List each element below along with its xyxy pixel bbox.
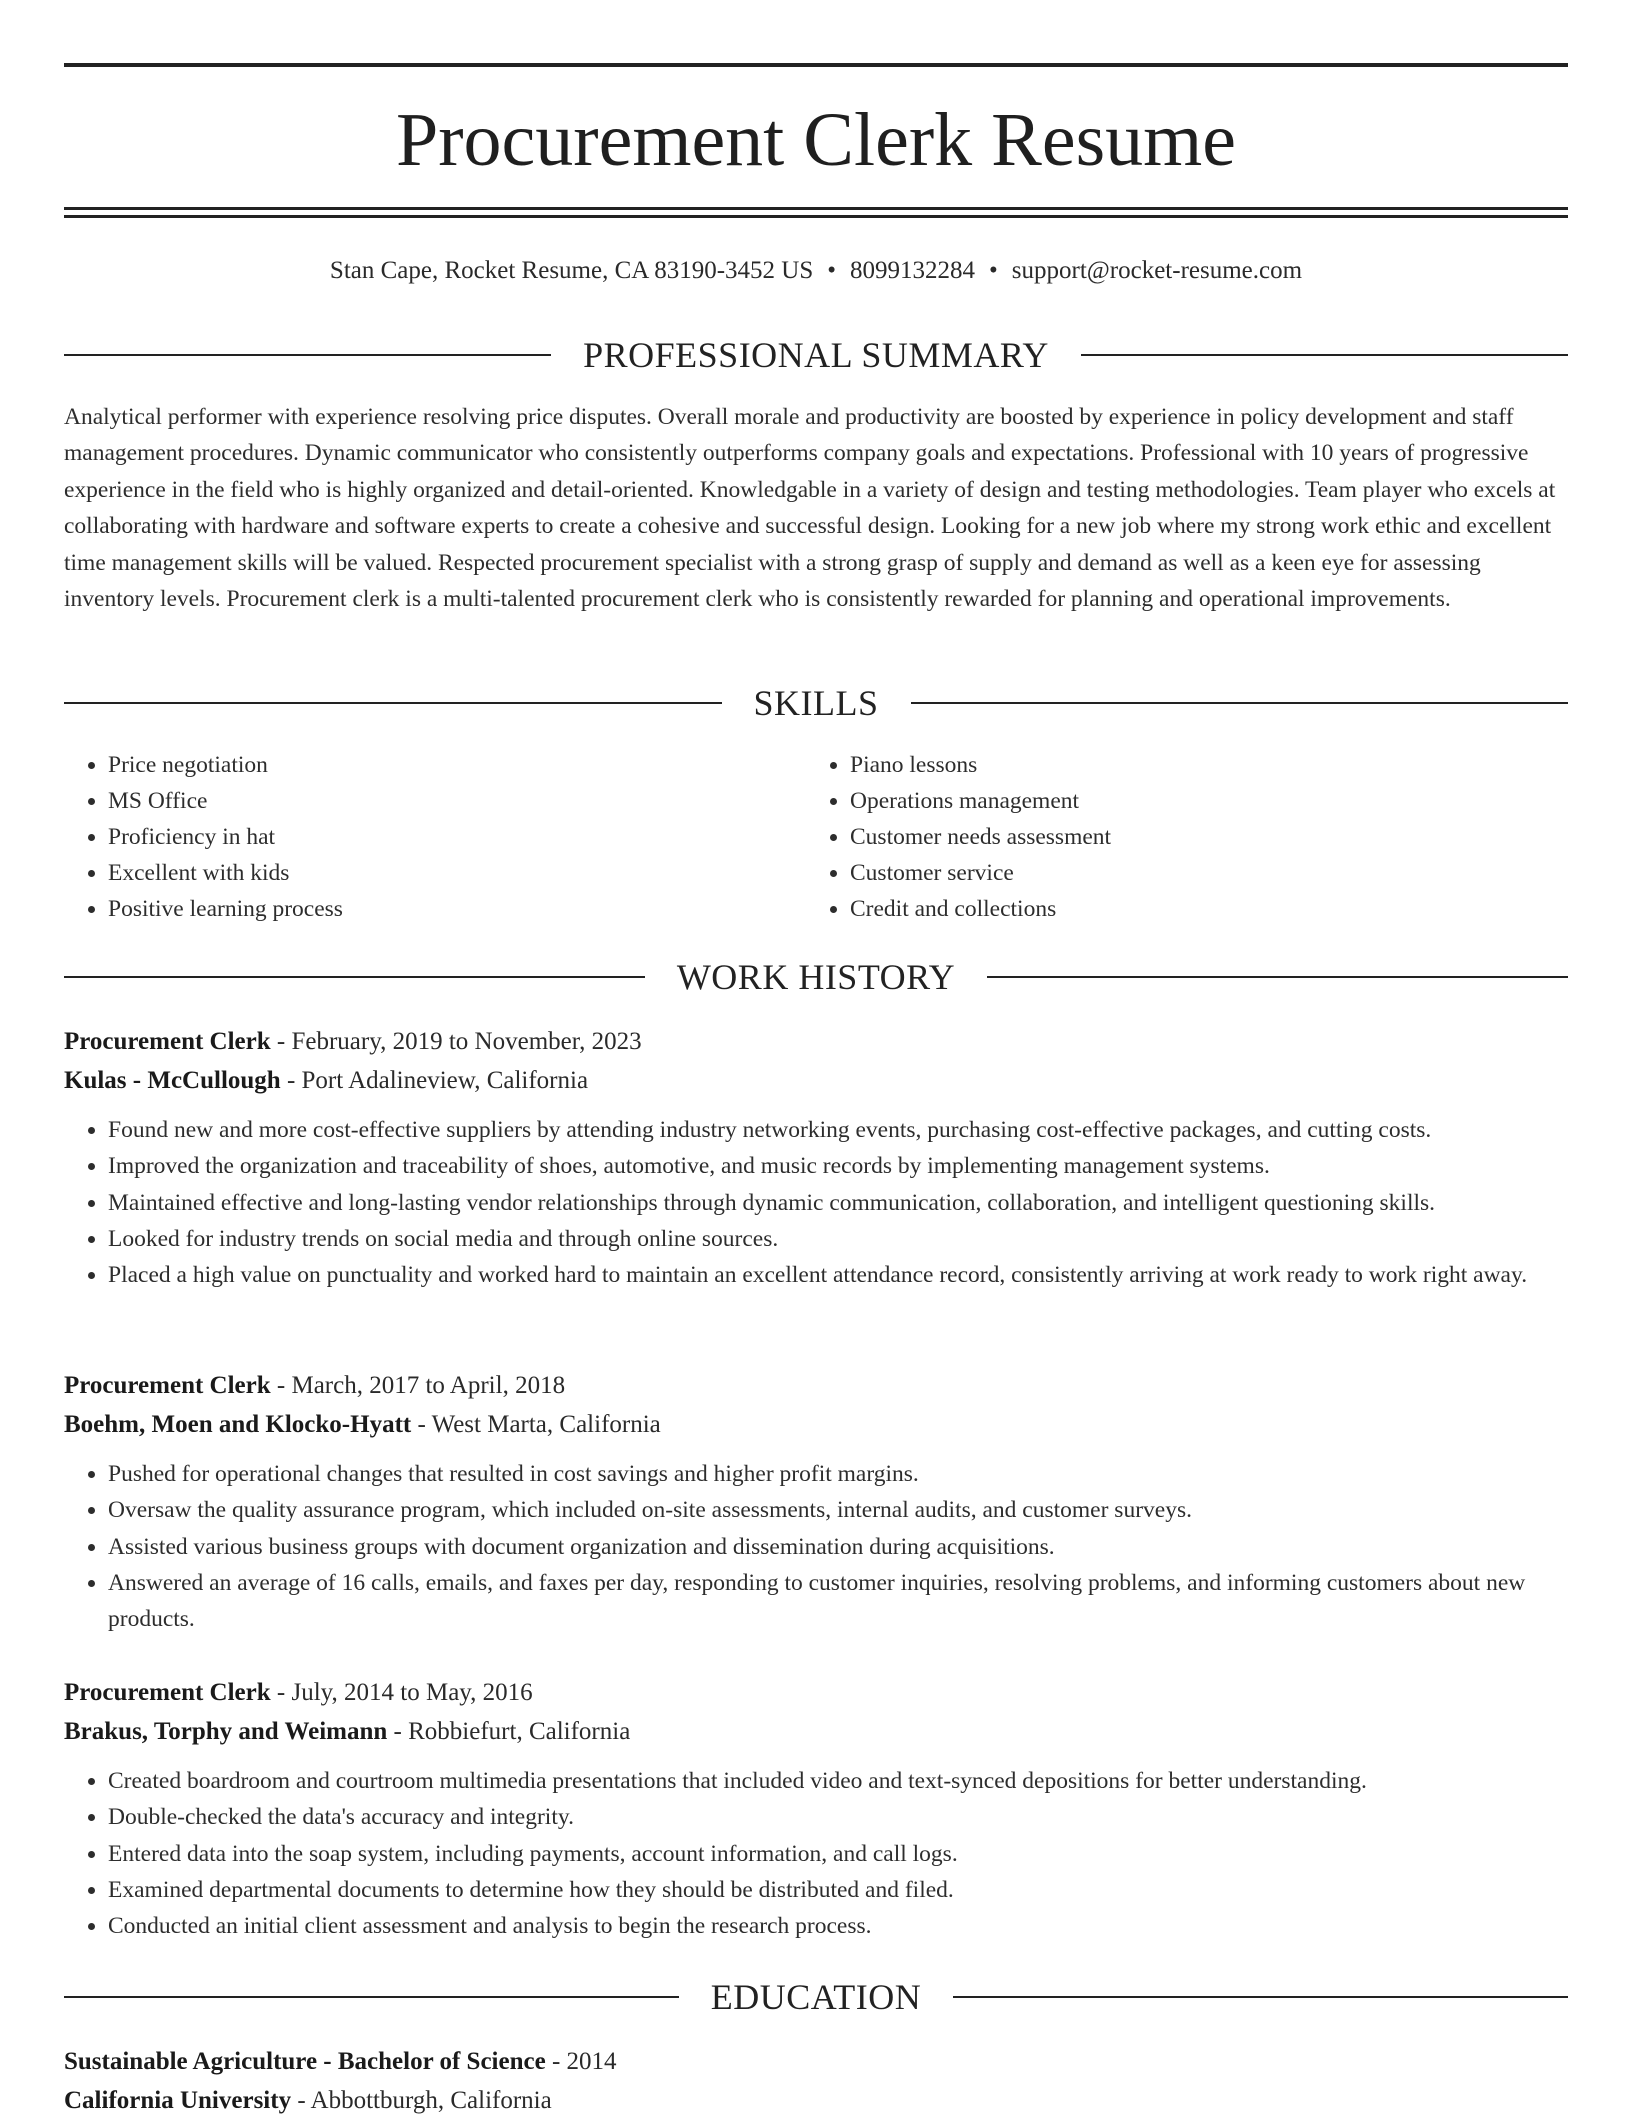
top-rule xyxy=(64,63,1568,67)
job-title-line: Procurement Clerk - March, 2017 to April, 2018 xyxy=(64,1372,566,1399)
education-heading-label: EDUCATION xyxy=(710,1977,922,2017)
job-bullets xyxy=(64,1456,1568,1637)
job-bullet: • Answered an average of 16 calls, emails, and faxes per day, responding to customer inquiries, resolving problems, and informing customers about new products. xyxy=(108,1565,1568,1638)
job-company-line: Brakus, Torphy and Weimann - Robbiefurt, California xyxy=(64,1718,631,1745)
heading-rule-right xyxy=(953,1996,1568,1998)
job-bullet: • Pushed for operational changes that resulted in cost savings and higher profit margins. xyxy=(108,1456,1568,1492)
education-degree-line: Sustainable Agriculture - Bachelor of Science - 2014 xyxy=(64,2048,617,2075)
job-bullet: • Maintained effective and long-lasting vendor relationships through dynamic communication, collaboration, and intelligent questioning skills. xyxy=(108,1185,1568,1221)
summary-heading xyxy=(64,333,1568,377)
job-dates: March, 2017 to April, 2018 xyxy=(291,1372,566,1399)
job-bullet: • Improved the organization and traceability of shoes, automotive, and music records by implementing management systems. xyxy=(108,1148,1568,1184)
job-bullet: • Oversaw the quality assurance program, which included on-site assessments, internal audits, and customer surveys. xyxy=(108,1492,1568,1528)
job-title-line: Procurement Clerk - July, 2014 to May, 2016 xyxy=(64,1679,533,1706)
work-heading xyxy=(64,955,1568,999)
education-heading xyxy=(64,1975,1568,2019)
contact-separator: • xyxy=(989,257,998,284)
summary-heading-label: PROFESSIONAL SUMMARY xyxy=(583,335,1049,375)
contact-separator: • xyxy=(827,257,836,284)
skill-item: • Positive learning process xyxy=(108,891,764,927)
heading-rule-right xyxy=(911,702,1569,704)
job-title: Procurement Clerk xyxy=(64,1372,271,1399)
education-degree: Sustainable Agriculture - Bachelor of Science xyxy=(64,2048,546,2075)
job-bullet: • Created boardroom and courtroom multimedia presentations that included video and text-synced depositions for better understanding. xyxy=(108,1763,1568,1799)
job-location: Robbiefurt, California xyxy=(408,1718,631,1745)
skill-item: • Credit and collections xyxy=(850,891,1506,927)
skill-item: • Customer service xyxy=(850,855,1506,891)
education-year: 2014 xyxy=(566,2048,617,2075)
skill-item: • Customer needs assessment xyxy=(850,819,1506,855)
job-bullet: • Looked for industry trends on social media and through online sources. xyxy=(108,1221,1568,1257)
skill-item: • Proficiency in hat xyxy=(108,819,764,855)
education-school-line: California University - Abbottburgh, California xyxy=(64,2087,552,2114)
title-double-rule-bottom xyxy=(64,215,1568,218)
job-location: West Marta, California xyxy=(431,1411,661,1438)
skills-column-right xyxy=(806,747,1506,927)
resume-title: Procurement Clerk Resume xyxy=(395,98,1236,182)
contact-phone: 8099132284 xyxy=(850,257,975,284)
skill-item: • Price negotiation xyxy=(108,747,764,783)
skills-heading-label: SKILLS xyxy=(753,683,879,723)
job-bullet: • Entered data into the soap system, including payments, account information, and call logs. xyxy=(108,1836,1568,1872)
contact-email: support@rocket-resume.com xyxy=(1011,257,1303,284)
skills-heading xyxy=(64,681,1568,725)
heading-rule-left xyxy=(64,976,645,978)
contact-address: Stan Cape, Rocket Resume, CA 83190-3452 US xyxy=(329,257,814,284)
job-entry xyxy=(64,1022,1568,1293)
job-bullet: • Conducted an initial client assessment and analysis to begin the research process. xyxy=(108,1908,1568,1944)
heading-rule-left xyxy=(64,354,551,356)
job-bullet: • Examined departmental documents to determine how they should be distributed and filed. xyxy=(108,1872,1568,1908)
job-bullet: • Double-checked the data's accuracy and integrity. xyxy=(108,1799,1568,1835)
heading-rule-right xyxy=(987,976,1568,978)
skills-column-left xyxy=(64,747,764,927)
heading-rule-left xyxy=(64,702,722,704)
job-dates: February, 2019 to November, 2023 xyxy=(291,1028,642,1055)
contact-line xyxy=(64,253,1568,289)
job-title: Procurement Clerk xyxy=(64,1679,271,1706)
skill-item: • MS Office xyxy=(108,783,764,819)
education-location: Abbottburgh, California xyxy=(310,2087,552,2114)
education-entry xyxy=(64,2042,1568,2120)
heading-rule-left xyxy=(64,1996,679,1998)
skill-item: • Excellent with kids xyxy=(108,855,764,891)
education-school: California University xyxy=(64,2087,292,2114)
skill-item: • Piano lessons xyxy=(850,747,1506,783)
job-bullet: • Found new and more cost-effective suppliers by attending industry networking events, purchasing cost-effective packages, and cutting costs. xyxy=(108,1112,1568,1148)
job-company: Brakus, Torphy and Weimann xyxy=(64,1718,388,1745)
job-title-line: Procurement Clerk - February, 2019 to November, 2023 xyxy=(64,1028,642,1055)
job-location: Port Adalineview, California xyxy=(301,1067,589,1094)
job-dates: July, 2014 to May, 2016 xyxy=(291,1679,533,1706)
job-entry xyxy=(64,1673,1568,1944)
job-entry xyxy=(64,1366,1568,1637)
job-title: Procurement Clerk xyxy=(64,1028,271,1055)
job-company-line: Boehm, Moen and Klocko-Hyatt - West Marta, California xyxy=(64,1411,661,1438)
job-bullet: • Assisted various business groups with document organization and dissemination during acquisitions. xyxy=(108,1529,1568,1565)
summary-text: Analytical performer with experience resolving price disputes. Overall morale and productivity are boosted by experience in policy development and staff management procedures. Dynamic communicator who consistently outperforms company goals and expectations. Professional with 10 years of progressive experience in the field who is highly organized and detail-oriented. Knowledgable in a variety of design and testing methodologies. Team player who excels at collaborating with hardware and software experts to create a cohesive and successful design. Looking for a new job where my strong work ethic and excellent time management skills will be valued. Respected procurement specialist with a strong grasp of supply and demand as well as a keen eye for assessing inventory levels. Procurement clerk is a multi-talented procurement clerk who is consistently rewarded for planning and operational improvements. xyxy=(64,404,1556,613)
work-heading-label: WORK HISTORY xyxy=(676,957,956,997)
job-company: Kulas - McCullough xyxy=(64,1067,281,1094)
job-company: Boehm, Moen and Klocko-Hyatt xyxy=(64,1411,412,1438)
job-bullets xyxy=(64,1112,1568,1293)
skill-item: • Operations management xyxy=(850,783,1506,819)
job-company-line: Kulas - McCullough - Port Adalineview, California xyxy=(64,1067,589,1094)
title-double-rule-top xyxy=(64,207,1568,210)
job-bullet: • Placed a high value on punctuality and worked hard to maintain an excellent attendance record, consistently arriving at work ready to work right away. xyxy=(108,1257,1568,1293)
heading-rule-right xyxy=(1081,354,1568,356)
job-bullets xyxy=(64,1763,1568,1944)
